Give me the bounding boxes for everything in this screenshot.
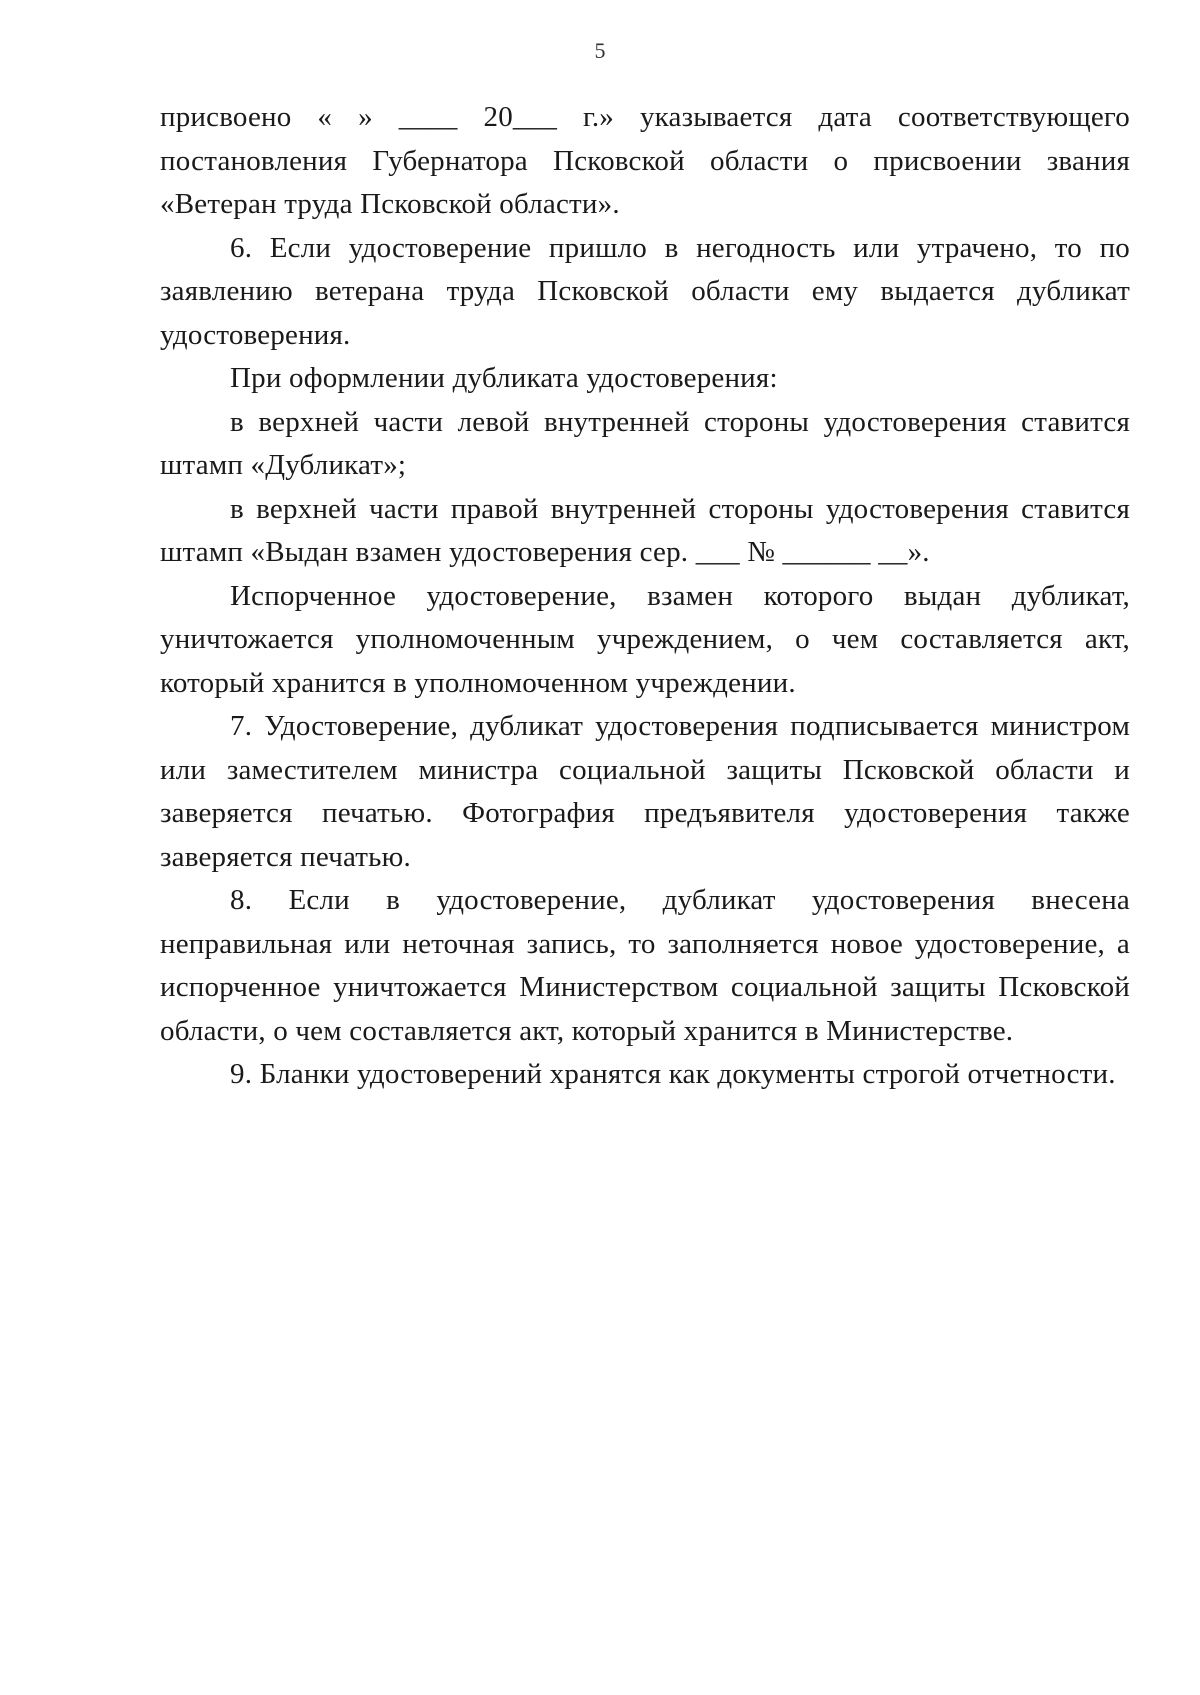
paragraph-item-9: 9. Бланки удостоверений хранятся как документы строгой отчетности. [230,1058,1116,1090]
page-number: 5 [594,38,606,63]
paragraph-item-6: 6. Если удостоверение пришло в негодность или утрачено, то по заявлению ветерана труда Псковской области ему выдается дубликат удостоверения. [160,231,1130,351]
paragraph-left-stamp: в верхней части левой внутренней стороны удостоверения ставится штамп «Дубликат»; [160,405,1130,481]
paragraph-duplicate-intro: При оформлении дубликата удостоверения: [230,362,778,394]
paragraph-date-instruction: присвоено « » ____ 20___ г.» указывается дата соответствующего постановления Губернатора Псковской области о присвоении звания «Ветеран труда Псковской области». [160,101,1130,220]
paragraph-item-8: 8. Если в удостоверение, дубликат удостоверения внесена неправильная или неточная запись, то заполняется новое удостоверение, а испорченное уничтожается Министерством социальной защиты Псковской области, о чем составляется акт, который хранится в Министерстве. [160,884,1130,1047]
paragraph-item-7: 7. Удостоверение, дубликат удостоверения подписывается министром или заместителем министра социальной защиты Псковской области и заверяется печатью. Фотография предъявителя удостоверения также заверяется печатью. [160,710,1130,873]
paragraph-spoiled-certificate: Испорченное удостоверение, взамен которого выдан дубликат, уничтожается уполномоченным учреждением, о чем составляется акт, который хранится в уполномоченном учреждении. [160,579,1130,699]
paragraph-right-stamp: в верхней части правой внутренней стороны удостоверения ставится штамп «Выдан взамен удостоверения сер. ___ № ______ __». [160,492,1130,568]
document-body [160,96,1130,1097]
